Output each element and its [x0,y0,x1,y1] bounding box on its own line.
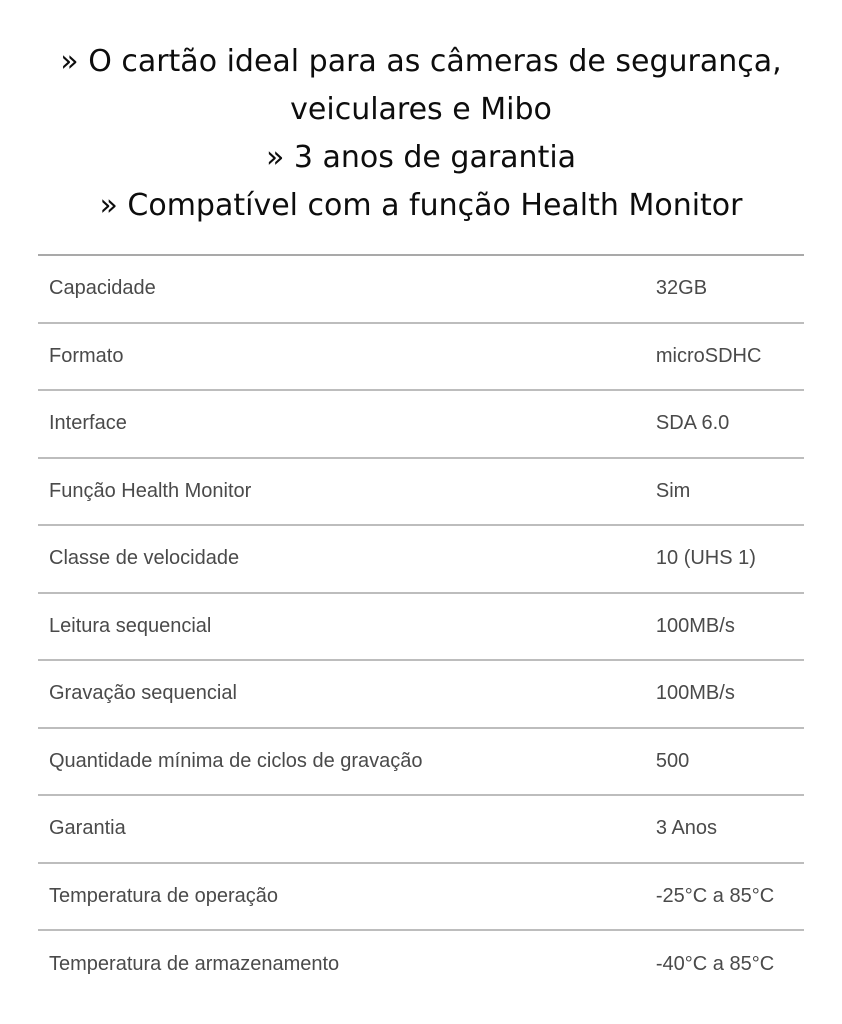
table-row [38,323,804,391]
highlight-line-vehicular-mibo: veiculares e Mibo [290,92,552,127]
spec-label: Interface [38,390,645,458]
spec-value: microSDHC [645,323,804,391]
table-row [38,525,804,593]
spec-label: Função Health Monitor [38,458,645,526]
product-highlights [0,38,842,230]
table-row [38,863,804,931]
table-row [38,255,804,323]
spec-value: -40°C a 85°C [645,930,804,998]
highlight-line-health-monitor: » Compatível com a função Health Monitor [99,188,743,223]
spec-value: 100MB/s [645,660,804,728]
spec-label: Formato [38,323,645,391]
spec-value: Sim [645,458,804,526]
spec-table [38,254,804,998]
spec-label: Capacidade [38,255,645,323]
spec-label: Leitura sequencial [38,593,645,661]
spec-value: -25°C a 85°C [645,863,804,931]
spec-value: 10 (UHS 1) [645,525,804,593]
table-row [38,593,804,661]
table-row [38,390,804,458]
spec-value: 500 [645,728,804,796]
table-row [38,728,804,796]
spec-label: Classe de velocidade [38,525,645,593]
spec-value: 100MB/s [645,593,804,661]
spec-label: Temperatura de armazenamento [38,930,645,998]
spec-label: Quantidade mínima de ciclos de gravação [38,728,645,796]
spec-value: 3 Anos [645,795,804,863]
table-row [38,458,804,526]
spec-value: 32GB [645,255,804,323]
table-row [38,660,804,728]
highlight-line-security-cameras: » O cartão ideal para as câmeras de segurança, [60,44,782,79]
spec-label: Garantia [38,795,645,863]
spec-label: Gravação sequencial [38,660,645,728]
table-row [38,930,804,998]
spec-label: Temperatura de operação [38,863,645,931]
spec-value: SDA 6.0 [645,390,804,458]
table-row [38,795,804,863]
highlight-line-warranty: » 3 anos de garantia [265,140,577,175]
